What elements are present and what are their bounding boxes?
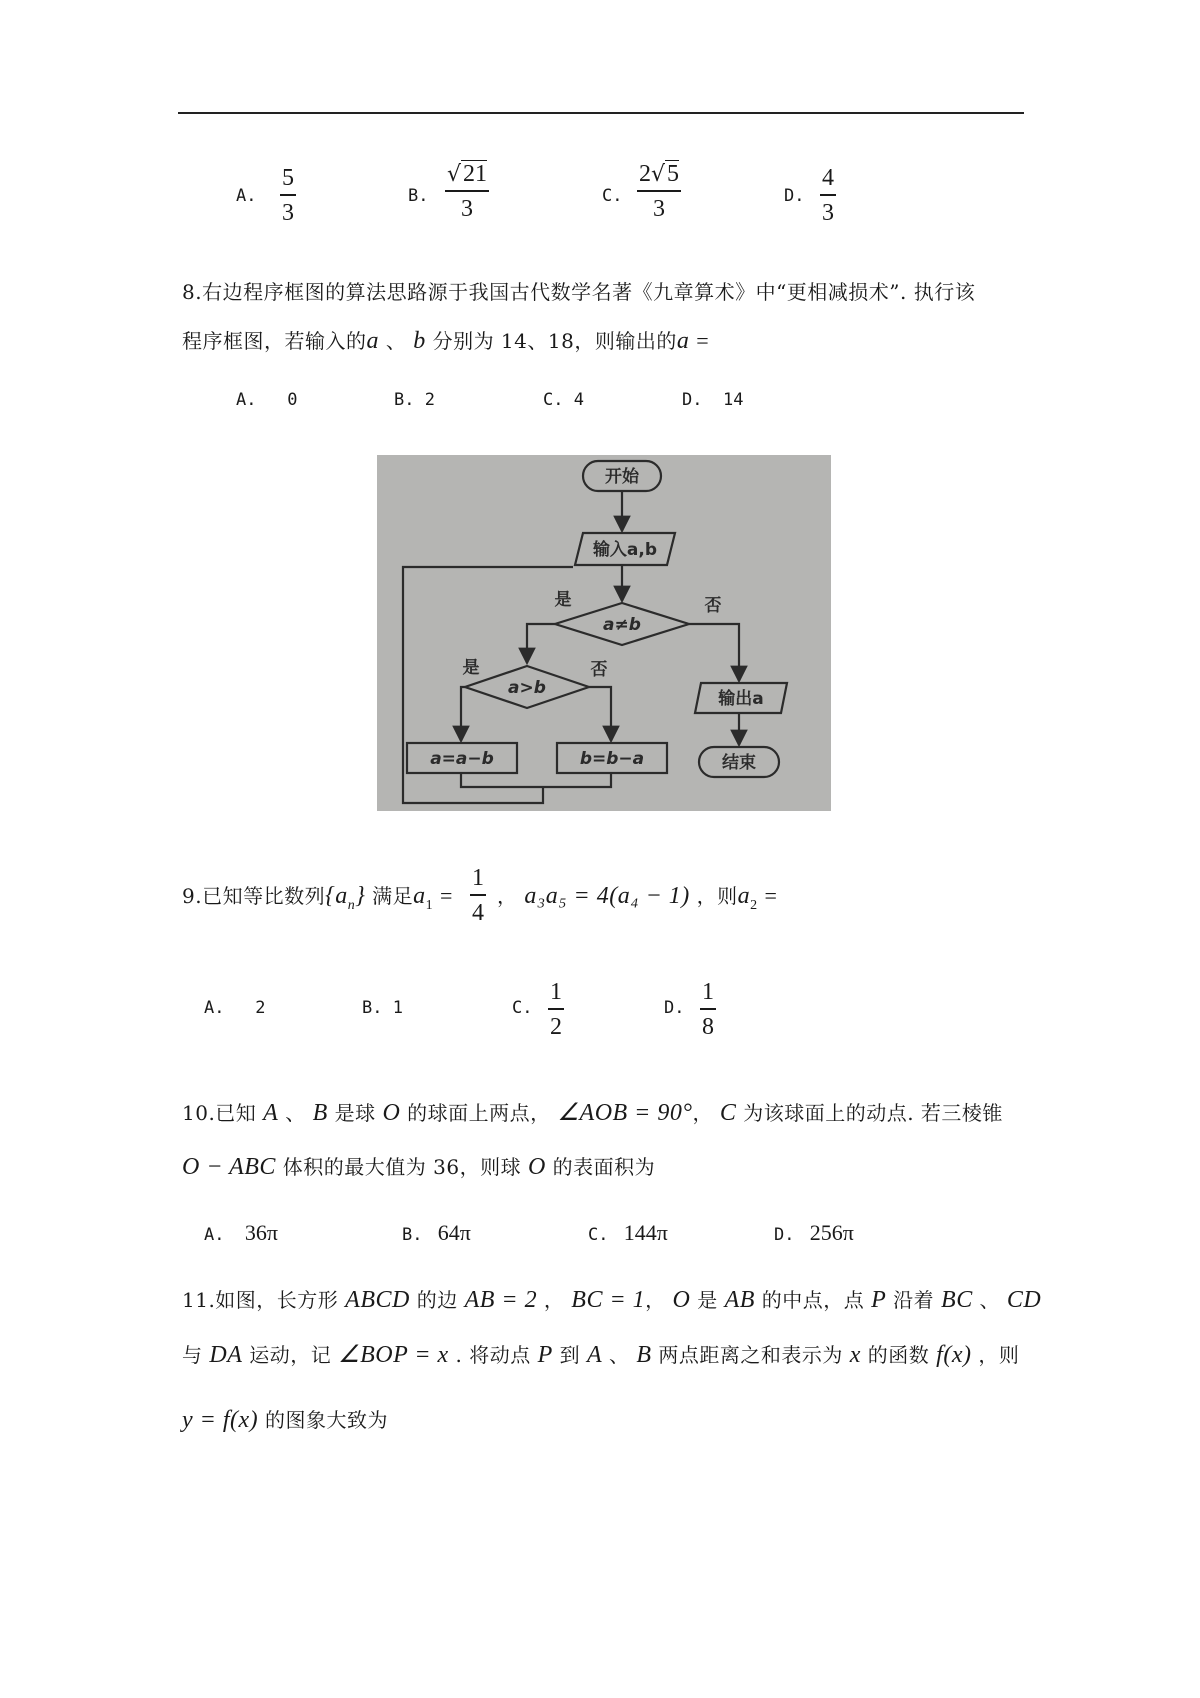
q11-line2-run-2: 运动，记: [242, 1343, 339, 1367]
q10-line2-run-1: 体积的最大值为 36，则球: [275, 1155, 528, 1179]
q11-line1-run-14: 、: [972, 1288, 1007, 1312]
q10-line2-run-2: O: [527, 1154, 546, 1180]
q7-option-d-fraction: 4 3: [822, 165, 834, 226]
q8-option-b: B. 2: [394, 390, 435, 410]
assign-a-label: a=a−b: [430, 749, 494, 769]
q9-option-c-fraction: 1 2: [550, 979, 562, 1040]
q9-option-a: A. 2: [204, 998, 266, 1018]
q10-line1-run-1: A: [263, 1100, 279, 1126]
q8-option-a: A. 0: [236, 390, 298, 410]
flowchart-diagram: [377, 455, 831, 811]
cond1-yes-label: 是: [554, 590, 572, 610]
q10-line1-run-8: ，: [692, 1101, 720, 1125]
q11-line1-run-9: AB: [724, 1287, 755, 1313]
q10-line1-run-0: 10.已知: [182, 1101, 264, 1125]
q11-line2-run-3: ∠BOP = x: [338, 1342, 449, 1368]
q10-option-d: D. 256π: [774, 1220, 854, 1245]
q10-line1-run-3: B: [312, 1100, 328, 1126]
q11-stem-line2: [182, 1339, 1019, 1369]
q11-stem-line3: [182, 1404, 388, 1434]
q10-line1-run-9: C: [719, 1100, 737, 1126]
q9-option-d-fraction: 1 8: [702, 979, 714, 1040]
q11-line2-run-13: f(x): [936, 1342, 972, 1368]
q10-line1-run-10: 为该球面上的动点. 若三棱锥: [736, 1101, 1003, 1125]
q11-line3-run-1: 的图象大致为: [258, 1408, 389, 1432]
q8-stem-line1: 8.右边程序框图的算法思路源于我国古代数学名著《九章算术》中“更相减损术”. 执行该: [182, 280, 976, 304]
q10-option-c: C. 144π: [588, 1220, 668, 1245]
q10-line1-run-6: 的球面上两点，: [400, 1101, 558, 1125]
q7-option-d-label: D.: [784, 186, 805, 206]
q11-line2-run-0: 与: [182, 1343, 210, 1367]
q8-option-d: D. 14: [682, 390, 744, 410]
q7-option-b-fraction: √21 3: [447, 161, 488, 222]
q9-stem: 9.已知等比数列$\{a_n\}$ 满足$a_1$ =: [182, 883, 453, 913]
q11-line1-run-8: 是: [690, 1288, 725, 1312]
flowchart-photo: [377, 455, 831, 811]
q11-line2-run-7: A: [587, 1342, 603, 1368]
q10-option-a: A. 36π: [204, 1220, 278, 1245]
q9-option-d-label: D.: [664, 998, 685, 1018]
end-label: 结束: [722, 753, 756, 773]
q8-stem-line2: 程序框图，若输入的a 、 b 分别为 14、18，则输出的a =: [182, 328, 710, 354]
q11-line1-run-15: CD: [1006, 1287, 1042, 1313]
q11-line1-run-4: ，: [537, 1288, 572, 1312]
q11-line2-run-8: 、: [602, 1343, 637, 1367]
q7-option-a-label: A.: [236, 186, 257, 206]
q11-line1-run-6: ，: [645, 1288, 673, 1312]
q11-line2-run-1: DA: [209, 1342, 243, 1368]
q11-line1-run-10: 的中点，点: [754, 1288, 872, 1312]
q11-line2-run-5: P: [537, 1342, 553, 1368]
q11-line2-run-10: 两点距离之和表示为: [651, 1343, 850, 1367]
q11-line1-run-2: 的边: [409, 1288, 465, 1312]
q11-line1-run-13: BC: [941, 1287, 973, 1313]
q10-line2-run-3: 的表面积为: [545, 1155, 656, 1179]
assign-b-label: b=b−a: [579, 749, 645, 769]
q10-line1-run-2: 、: [278, 1101, 313, 1125]
q9-condition: ， a₃a₅ = 4(a₄ − 1) ，则$a_2$ =: [497, 883, 778, 913]
q11-line1-run-12: 沿着: [886, 1288, 942, 1312]
q7-option-c-fraction: 2√5 3: [639, 161, 680, 222]
q10-stem-line1: [182, 1097, 1003, 1127]
cond2-label: a>b: [508, 678, 546, 698]
q11-line2-run-6: 到: [552, 1343, 587, 1367]
q10-line1-run-5: O: [382, 1100, 401, 1126]
q10-line1-run-4: 是球: [327, 1101, 383, 1125]
cond2-yes-label: 是: [462, 658, 480, 678]
q11-line3-run-0: y = f(x): [182, 1407, 259, 1433]
q10-line2-run-0: O − ABC: [182, 1154, 276, 1180]
q11-line1-run-7: O: [672, 1287, 691, 1313]
q11-line1-run-0: 11.如图，长方形: [182, 1288, 346, 1312]
q11-line2-run-4: . 将动点: [448, 1343, 538, 1367]
q7-option-c-label: C.: [602, 186, 623, 206]
q11-line2-run-11: x: [849, 1342, 861, 1368]
q10-option-b: B. 64π: [402, 1220, 471, 1245]
output-label: 输出a: [718, 689, 764, 709]
q10-stem-line2: [182, 1151, 655, 1181]
q8-option-c: C. 4: [543, 390, 584, 410]
cond1-no-label: 否: [704, 596, 722, 616]
input-label: 输入a,b: [592, 540, 658, 560]
q11-line2-run-9: B: [636, 1342, 652, 1368]
q7-option-b-label: B.: [408, 186, 429, 206]
q11-line2-run-12: 的函数: [860, 1343, 937, 1367]
q11-line1-run-3: AB = 2: [464, 1287, 538, 1313]
cond1-label: a≠b: [603, 615, 641, 635]
q7-option-a-fraction: 5 3: [282, 165, 294, 226]
q9-option-c-label: C.: [512, 998, 533, 1018]
cond2-no-label: 否: [590, 660, 608, 680]
q11-stem-line1: [182, 1284, 1041, 1314]
q11-line1-run-5: BC = 1: [571, 1287, 646, 1313]
header-rule: [178, 112, 1024, 114]
start-label: 开始: [605, 467, 639, 487]
q11-line1-run-11: P: [871, 1287, 887, 1313]
q9-option-b: B. 1: [362, 998, 403, 1018]
q9-fraction: 1 4: [472, 865, 484, 926]
q11-line1-run-1: ABCD: [345, 1287, 410, 1313]
q10-line1-run-7: ∠AOB = 90°: [557, 1100, 693, 1126]
q11-line2-run-14: ，则: [971, 1343, 1020, 1367]
